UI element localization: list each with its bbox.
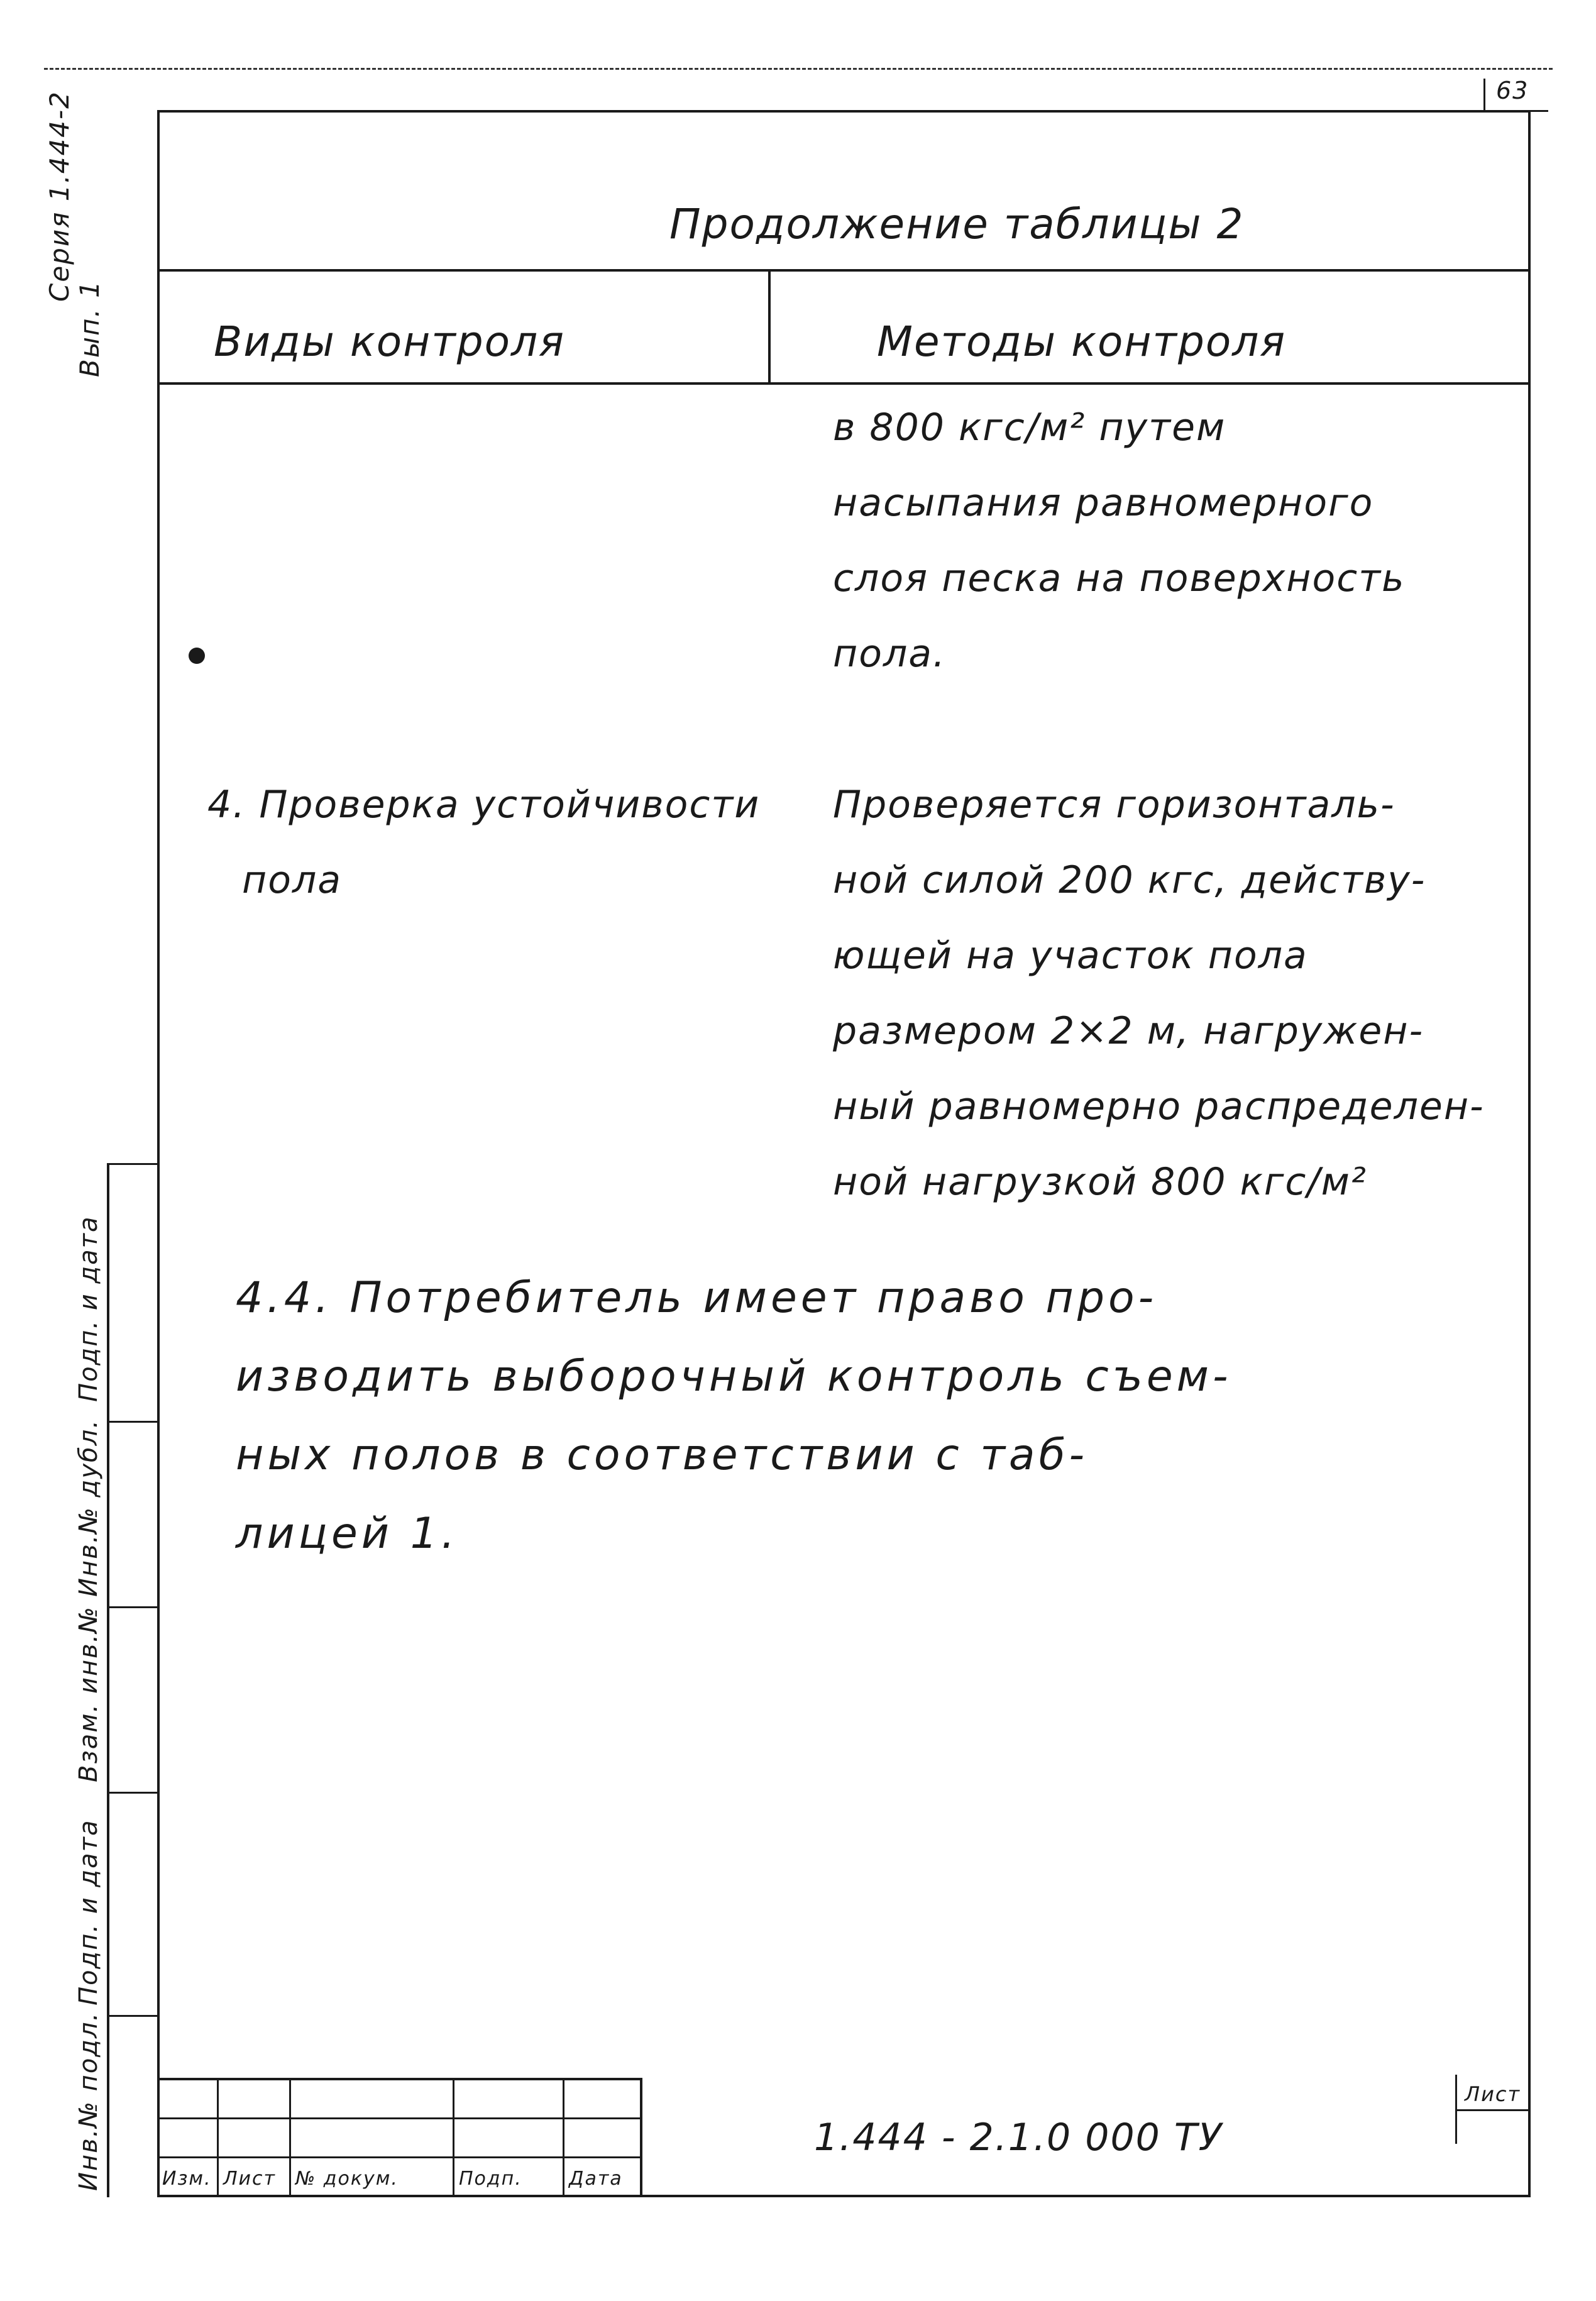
stamp-replaced-inventory: Взам. инв.№ [74,1606,103,1782]
margin-note-issue: Вып. 1 [74,280,105,377]
row1-method-line-4: пола. [833,632,947,676]
stamp-divider-1 [107,1421,160,1423]
row2-method-line-6: ной нагрузкой 800 кгс/м² [833,1160,1367,1204]
title-block-row-2 [157,2156,641,2158]
title-block-row-1 [157,2117,641,2119]
paragraph-line-4: лицей 1. [236,1509,459,1559]
margin-note-series: Серия 1.444-2 [44,91,75,302]
stamp-divider-4 [107,2015,160,2017]
stamp-divider-3 [107,1792,160,1794]
title-col-3 [453,2078,454,2197]
title-label-sheet: Лист [223,2168,277,2190]
title-label-signature: Подп. [459,2168,522,2190]
stamp-divider-0 [107,1163,160,1165]
title-block-top [157,2078,641,2080]
row2-method-line-1: Проверяется горизонталь- [833,783,1395,827]
frame-bottom [157,2195,1531,2197]
binder-hole-mark [189,648,205,664]
frame-right [1528,110,1531,2197]
row2-method-line-2: ной силой 200 кгс, действу- [833,858,1426,902]
stamp-sign-date-2: Подп. и дата [74,1819,103,2006]
paragraph-line-2: изводить выборочный контроль съем- [236,1352,1232,1401]
paragraph-line-1: 4.4. Потребитель имеет право про- [236,1273,1158,1323]
title-block-right [640,2078,642,2197]
header-control-methods: Методы контроля [877,317,1287,366]
row2-method-line-4: размером 2×2 м, нагружен- [833,1009,1424,1053]
paragraph-line-3: ных полов в соответствии с таб- [236,1430,1089,1480]
row2-control-line-2: пола [242,858,343,902]
title-label-doc-number: № докум. [295,2168,399,2190]
row1-method-line-2: насыпания равномерного [833,481,1374,525]
document-designation: 1.444 - 2.1.0 000 ТУ [814,2116,1223,2160]
stamp-dup-inventory: Инв.№ дубл. [74,1419,103,1597]
row2-method-line-5: ный равномерно распределен- [833,1084,1485,1128]
title-label-change: Изм. [162,2168,212,2190]
table-caption: Продолжение таблицы 2 [669,200,1245,248]
caption-divider [157,269,1531,272]
stamp-original-inventory: Инв.№ подл. [74,2011,103,2191]
header-column-divider [768,269,771,384]
frame-left [157,110,160,2197]
row2-control-line-1: 4. Проверка устойчивости [207,783,761,827]
title-col-4 [563,2078,564,2197]
stamp-divider-2 [107,1606,160,1608]
header-control-types: Виды контроля [214,317,565,366]
sheet-cell-label: Лист [1465,2082,1521,2106]
title-label-date: Дата [569,2168,623,2190]
frame-top [157,110,1531,113]
header-divider [157,382,1531,385]
row1-method-line-1: в 800 кгс/м² путем [833,406,1226,450]
stamp-outer-left [107,1163,109,2197]
sheet-cell-divider [1455,2109,1531,2111]
sheet-number: 63 [1496,77,1529,104]
title-col-2 [289,2078,291,2197]
stamp-sign-date-1: Подп. и дата [74,1215,103,1402]
title-col-1 [217,2078,219,2197]
top-edge-line [44,68,1553,70]
row2-method-line-3: ющей на участок пола [833,934,1308,978]
row1-method-line-3: слоя песка на поверхность [833,556,1406,600]
